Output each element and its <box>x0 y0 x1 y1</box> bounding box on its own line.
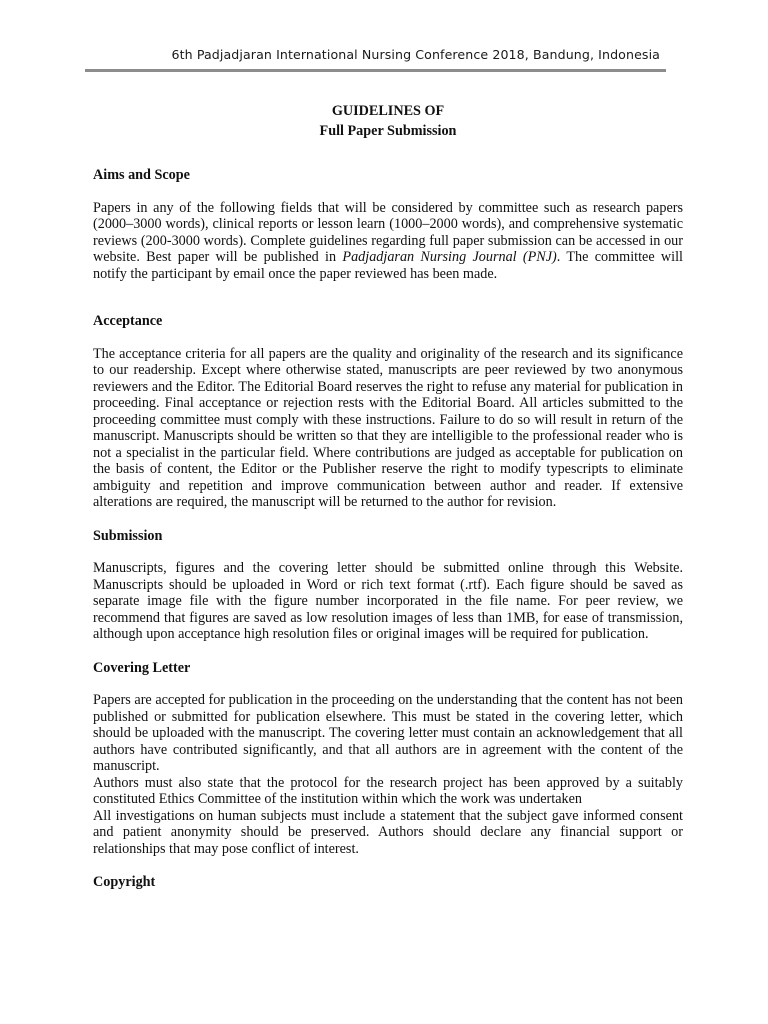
paragraph-covering-letter-3: All investigations on human subjects must include a statement that the subject gave informed consent and patient anonymity should be preserved. Authors should declare any financial support or relationships that may pose conflict of interest. <box>93 807 683 857</box>
paragraph-aims-and-scope <box>93 200 683 283</box>
heading-copyright: Copyright <box>93 874 156 890</box>
paragraph-submission: Manuscripts, figures and the covering letter should be submitted online through this Website. Manuscripts should be uploaded in Word or rich text format (.rtf). Each figure should be saved as separate image file with the figure number incorporated in the file name. For peer review, we recommend that figures are saved as low resolution images of less than 1MB, for ease of transmission, although upon acceptance high resolution files or original images will be required for publication. <box>93 560 683 642</box>
document-title-line1: GUIDELINES OF <box>331 103 445 119</box>
heading-submission: Submission <box>93 527 163 544</box>
paragraph-covering-letter-2: Authors must also state that the protocol for the research project has been approved by a suitably constituted Ethics Committee of the institution within which the work was undertaken <box>93 774 683 807</box>
document-body <box>93 102 683 891</box>
paragraph-covering-letter-1: Papers are accepted for publication in the proceeding on the understanding that the content has not been published or submitted for publication elsewhere. This must be stated in the covering letter, which should be uploaded with the manuscript. The covering letter must contain an acknowledgement that all authors have contributed significantly, and that all authors are in agreement with the content of the manuscript. <box>93 692 683 774</box>
aims-text-end: . The committee will notify the participant by email once the paper reviewed has been made. <box>93 249 683 282</box>
heading-acceptance: Acceptance <box>93 313 163 329</box>
header-rule <box>85 69 666 72</box>
heading-aims-and-scope: Aims and Scope <box>93 167 190 183</box>
paragraph-acceptance: The acceptance criteria for all papers are the quality and originality of the research and its significance to our readership. Except where otherwise stated, manuscripts are peer reviewed by two anonymous reviewers and the Editor. The Editorial Board reserves the right to refuse any material for publication in proceeding. Final acceptance or rejection rests with the Editorial Board. All articles submitted to the proceeding committee must comply with these instructions. Failure to do so will result in return of the manuscript. Manuscripts should be written so that they are intelligible to the professional reader who is not a specialist in the particular field. Where contributions are judged as acceptable for publication on the basis of content, the Editor or the Publisher reserve the right to modify typescripts to eliminate ambiguity and repetition and improve communication between author and reader. If extensive alterations are required, the manuscript will be returned to the author for revision. <box>93 345 683 510</box>
aims-text-start: Papers in any of the following fields that will be considered by committee such as research papers (2000–3000 words), clinical reports or lesson learn (1000–2000 words), and comprehensive systematic reviews (200-3000 words). Complete guidelines regarding full paper submission can be accessed in our website. Best paper will be published in <box>93 199 683 265</box>
document-title-line2: Full Paper Submission <box>319 122 457 139</box>
journal-name: Padjadjaran Nursing Journal (PNJ) <box>342 249 557 265</box>
running-header: 6th Padjadjaran International Nursing Conference 2018, Bandung, Indonesia <box>171 47 660 62</box>
heading-covering-letter: Covering Letter <box>93 659 191 676</box>
